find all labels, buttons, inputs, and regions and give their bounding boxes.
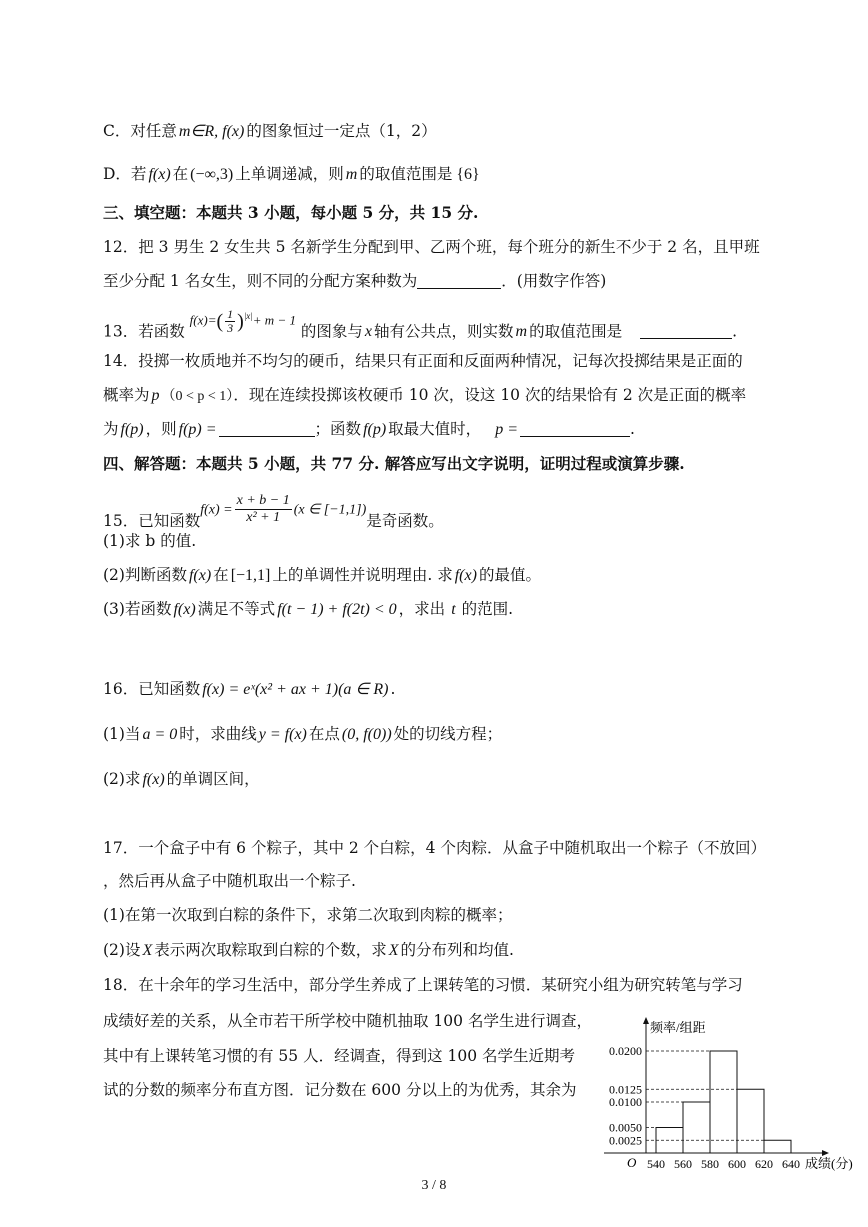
- q16-p1-point: (0, f(0)): [341, 726, 392, 743]
- histogram-y-ticks: [609, 1044, 642, 1147]
- histogram-y-tick-label: 0.0100: [609, 1095, 642, 1109]
- q17-p2-c: 的分布列和均值.: [400, 941, 514, 959]
- histogram-bar-620-640: [764, 1140, 791, 1153]
- q14-p-eq: p =: [495, 421, 518, 438]
- q14-fp: f(p): [120, 421, 144, 438]
- histogram-bar-600-620: [737, 1089, 764, 1153]
- q17-line2: ，然后再从盒子中随机取出一个粽子.: [103, 872, 356, 890]
- section4-title: 四、解答题：本题共 5 小题，共 77 分. 解答应写出文字说明，证明过程或演算步骤.: [103, 454, 685, 473]
- q15-p3-c: ，求出: [398, 600, 446, 618]
- q12-answer-blank: [417, 272, 501, 289]
- q15-p2-c: 上的单调性并说明理由. 求: [272, 566, 453, 584]
- q15-p3-inequality: f(t − 1) + f(2t) < 0: [277, 601, 397, 618]
- q18-line1: 18．在十余年的学习生活中，部分学生养成了上课转笔的习惯．某研究小组为研究转笔与学习: [103, 976, 743, 994]
- q11-option-d: [103, 164, 480, 185]
- q11-c-prefix: C．对任意: [103, 122, 177, 140]
- q14-line3-a: 为: [103, 420, 119, 438]
- q15-p3-t: t: [451, 601, 456, 618]
- q15-suffix: 是奇函数。: [366, 511, 444, 530]
- histogram-x-tick-label: 600: [728, 1157, 746, 1171]
- q15-p3-fx: f(x): [173, 601, 196, 618]
- q15-p2-a: (2)判断函数: [103, 566, 187, 584]
- q11-d-set: {6}: [456, 166, 480, 183]
- q15-stem: [103, 493, 444, 530]
- q11-d-fx: f(x): [148, 166, 171, 183]
- q16-p2-b: 的单调区间，: [166, 770, 260, 788]
- q13-mid2: 轴有公共点，则实数: [374, 322, 514, 341]
- q14-answer-blank-1: [219, 420, 315, 437]
- q17-line1: 17．一个盒子中有 6 个粽子，其中 2 个白粽，4 个肉粽．从盒子中随机取出一个粽子（不放回）: [103, 839, 766, 857]
- q13-end: .: [732, 322, 738, 341]
- histogram-y-tick-label: 0.0050: [609, 1120, 642, 1135]
- q15-prefix: 15．已知函数: [103, 511, 201, 530]
- q16-part1: [103, 724, 502, 745]
- histogram-x-label: 成绩(分): [805, 1156, 853, 1171]
- q13-function: f(x)=( $\frac{1}{3}$ )$^{|x|}$+ m − 1: [189, 306, 296, 335]
- histogram-bar-560-580: [683, 1102, 710, 1153]
- q15-domain: (x ∈ [−1,1]): [293, 502, 367, 518]
- q13-mid: 的图象与: [300, 322, 363, 341]
- q12-line2-suffix: ．(用数字作答): [501, 272, 607, 290]
- q14-line3: [103, 419, 635, 440]
- q16-prefix: 16．已知函数: [103, 680, 201, 698]
- q14-line2-prefix: 概率为: [103, 386, 150, 404]
- q17-part1: (1)在第一次取到白粽的条件下，求第二次取到肉粽的概率；: [103, 906, 513, 924]
- q11-c-suffix: 的图象恒过一定点（1，2）: [246, 122, 437, 140]
- histogram-x-tick-label: 620: [755, 1157, 773, 1171]
- q16-p1-b: 时，求曲线: [179, 725, 257, 743]
- q13-frac-den: 3: [227, 320, 234, 335]
- q16-suffix: .: [390, 680, 396, 698]
- q13-m: m: [515, 323, 528, 341]
- q15-frac-den: x² + 1: [246, 510, 281, 525]
- q14-line3-d: 取最大值时，: [388, 420, 482, 438]
- q14-line3-e: .: [629, 420, 635, 438]
- q11-d-mid: 上单调递减，则: [235, 165, 344, 183]
- q11-d-prefix: D．若: [103, 165, 147, 183]
- q14-condition: （0 < p < 1）: [161, 389, 234, 404]
- q15-p3-b: 满足不等式: [197, 600, 276, 618]
- q16-stem: [103, 679, 395, 700]
- q16-p1-condition: a = 0: [142, 726, 178, 743]
- histogram-x-ticks: [647, 1157, 800, 1171]
- q15-p3-d: 的范围.: [461, 600, 514, 618]
- q17-p2-b: 表示两次取粽取到白粽的个数，求: [154, 941, 387, 959]
- q18-line3: 其中有上课转笔习惯的有 55 人．经调查，得到这 100 名学生近期考: [103, 1047, 576, 1065]
- q12-line2-prefix: 至少分配 1 名女生，则不同的分配方案种数为: [103, 272, 418, 290]
- q14-p: p: [151, 387, 160, 404]
- q16-p1-curve: y = f(x): [258, 726, 307, 743]
- q15-p2-fx: f(x): [188, 567, 212, 584]
- q13-exponent: |x|: [243, 311, 253, 321]
- q13-func-rhs: + m − 1: [252, 312, 296, 328]
- q15-p2-interval: [−1,1]: [230, 567, 271, 584]
- histogram-y-tick-label: 0.0200: [609, 1044, 642, 1058]
- histogram-x-tick-label: 580: [701, 1157, 719, 1171]
- q13-line: [103, 306, 738, 347]
- histogram-y-tick-label: 0.0125: [609, 1082, 642, 1097]
- q13-func-lhs: f(x)=: [189, 312, 217, 328]
- q14-fp2: f(p): [363, 421, 387, 438]
- histogram-y-tick-label: 0.0025: [609, 1133, 642, 1148]
- q17-p2-x: X: [142, 942, 153, 959]
- q11-d-m: m: [345, 166, 358, 183]
- q15-p2-b: 在: [213, 566, 229, 584]
- q15-part3: [103, 599, 513, 620]
- q15-func-lhs: f(x) =: [200, 502, 233, 518]
- q12-line2: [103, 271, 606, 291]
- q16-p1-a: (1)当: [103, 725, 141, 743]
- histogram-x-tick-label: 540: [647, 1157, 665, 1171]
- q14-fp-eq: f(p) =: [178, 421, 217, 438]
- histogram-x-tick-label: 640: [782, 1157, 800, 1171]
- q11-d-interval: (−∞,3): [190, 166, 234, 183]
- q18-line2: 成绩好差的关系，从全市若干所学校中随机抽取 100 名学生进行调查，: [103, 1012, 592, 1030]
- q16-p2-fx: f(x): [142, 771, 165, 788]
- q15-part1: (1)求 b 的值.: [103, 532, 197, 550]
- q13-suffix: 的取值范围是: [529, 322, 623, 341]
- q16-p1-c: 在点: [308, 725, 340, 743]
- histogram-x-tick-label: 560: [674, 1157, 692, 1171]
- q15-part2: [103, 565, 541, 586]
- q11-c-math: m∈R, f(x): [178, 123, 245, 140]
- page-number: 3 / 8: [421, 1178, 447, 1193]
- q16-p2-a: (2)求: [103, 770, 141, 788]
- histogram-gridlines: [646, 1051, 764, 1140]
- q14-answer-blank-2: [520, 420, 630, 437]
- q14-line2: [103, 385, 746, 407]
- q17-p2-a: (2)设: [103, 941, 141, 959]
- q11-d-suffix: 的取值范围是: [359, 165, 453, 183]
- q13-frac-num: 1: [227, 306, 234, 321]
- q15-p3-a: (3)若函数: [103, 600, 172, 618]
- y-axis-arrow: [643, 1017, 649, 1024]
- q14-line2-suffix: ．现在连续投掷该枚硬币 10 次，设这 10 次的结果恰有 2 次是正面的概率: [233, 386, 747, 404]
- histogram-bar-580-600: [710, 1051, 737, 1153]
- q14-line1: 14．投掷一枚质地并不均匀的硬币，结果只有正面和反面两种情况，记每次投掷结果是正面的: [103, 352, 743, 370]
- q16-function: f(x) = eˣ(x² + ax + 1)(a ∈ R): [202, 681, 389, 698]
- q14-line3-c: ；函数: [314, 420, 362, 438]
- q11-option-c: [103, 121, 437, 142]
- q16-part2: [103, 769, 260, 790]
- frequency-histogram: [590, 1015, 865, 1175]
- q13-answer-blank: [640, 322, 732, 339]
- q12-line1: 12．把 3 男生 2 女生共 5 名新学生分配到甲、乙两个班，每个班分的新生不少于 2 名，且甲班: [103, 238, 760, 256]
- q15-frac-num: x + b − 1: [236, 493, 290, 508]
- q16-p1-d: 处的切线方程；: [393, 725, 503, 743]
- q14-line3-b: ，则: [145, 420, 177, 438]
- q13-x: x: [364, 323, 373, 341]
- q15-p2-d: 的最值。: [478, 566, 541, 584]
- q17-p2-x2: X: [388, 942, 399, 959]
- q18-line4: 试的分数的频率分布直方图．记分数在 600 分以上的为优秀，其余为: [103, 1081, 577, 1099]
- histogram-y-label: 频率/组距: [650, 1020, 706, 1035]
- q11-d-in: 在: [172, 165, 189, 183]
- q15-p2-fx2: f(x): [454, 567, 477, 584]
- section3-title: 三、填空题：本题共 3 小题，每小题 5 分，共 15 分.: [103, 203, 479, 222]
- q17-part2: [103, 940, 514, 961]
- histogram-origin-label: O: [627, 1155, 637, 1170]
- q13-prefix: 13．若函数: [103, 322, 185, 341]
